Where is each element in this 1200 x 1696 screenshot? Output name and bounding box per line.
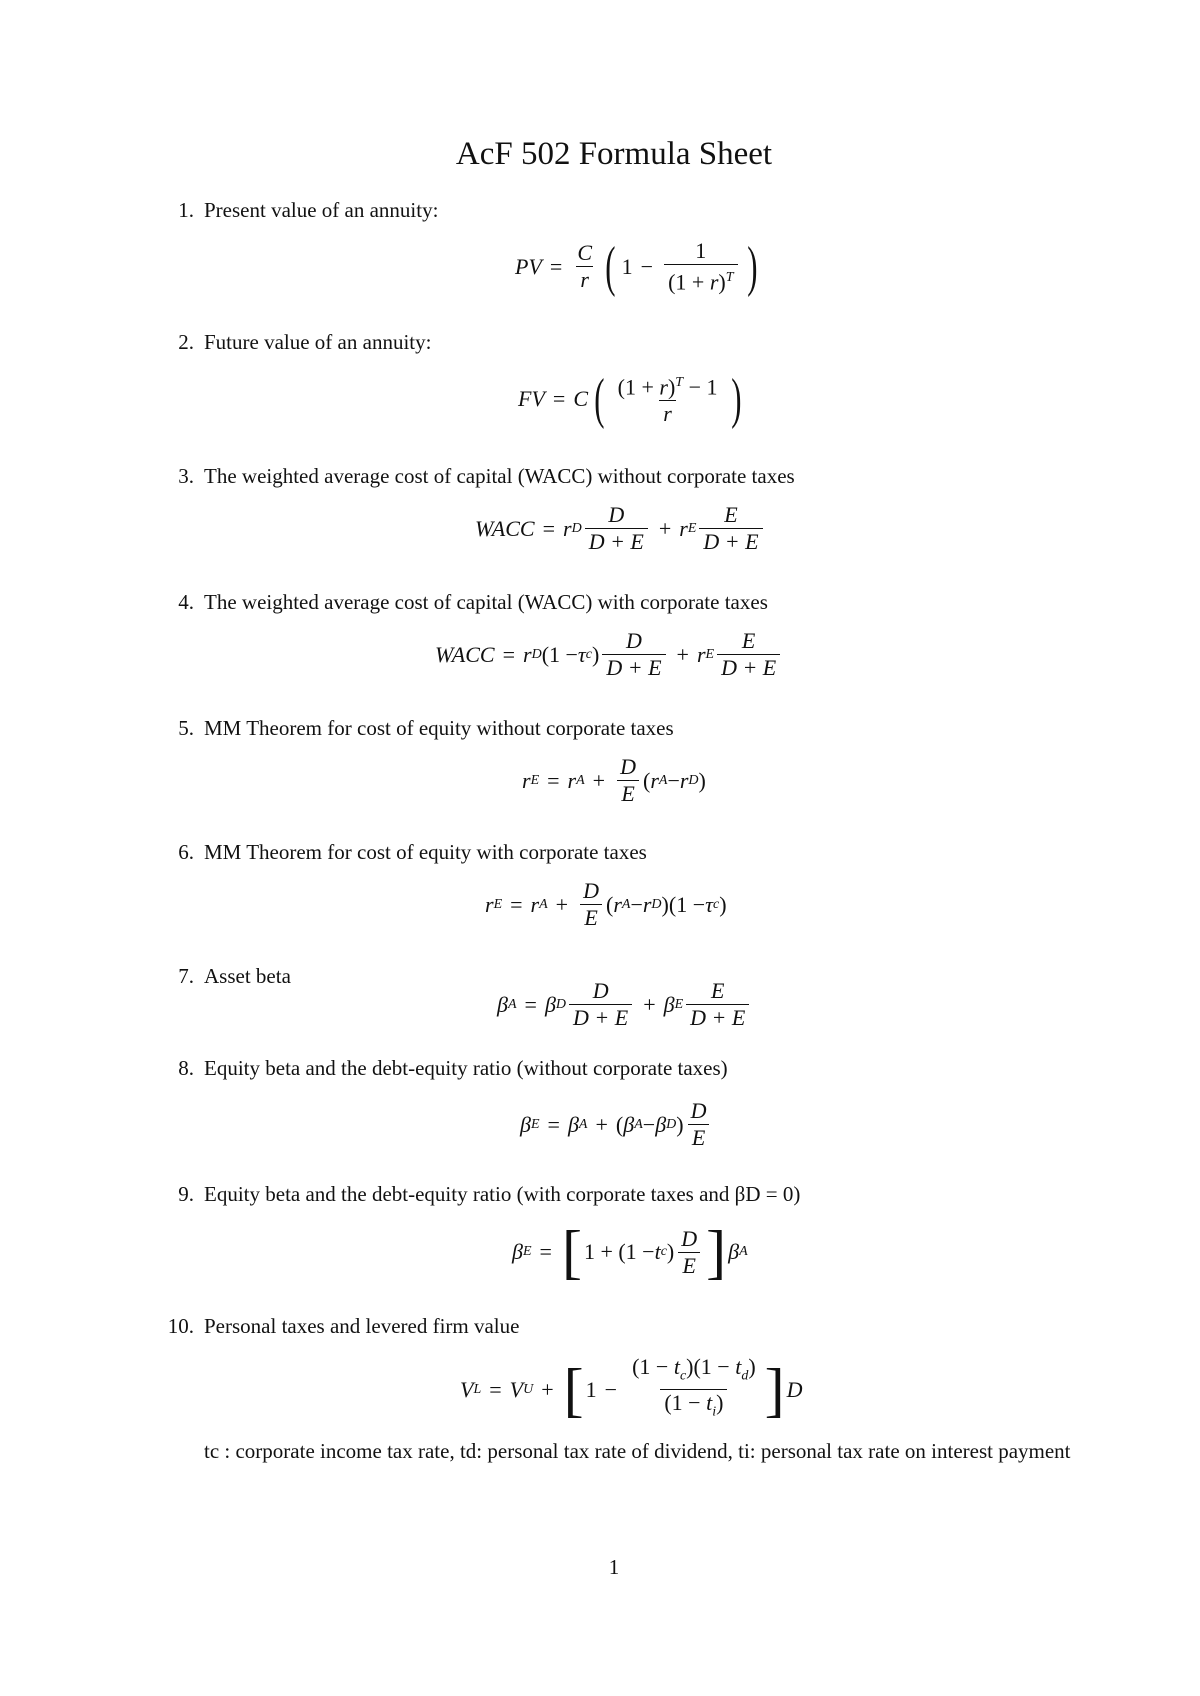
item-number: 2. [178, 330, 194, 354]
item-number: 3. [178, 464, 194, 488]
item-label: MM Theorem for cost of equity without corporate taxes [204, 716, 674, 740]
item-number: 10. [167, 1314, 194, 1338]
item-number: 8. [178, 1056, 194, 1080]
document-page: AcF 502 Formula Sheet 1. Present value of an annuity: PV = $\frac{C}{r}$ ( 1 − $\frac{1}{(1 + r)^T}$ ) 2. Future value of an annuity: FV = C ( $\frac{(1 + r)^T - 1}{r}$ ) 3. The weighted average cost of capital (WACC) without corporate taxes WACC = r D $\frac{D}{D + E}$ + r E $\frac{E}{D + E}$ 4. The weighted average cost of capital (WACC) with corporate taxes WACC = r D (1 − τ c ) $\frac{D}{D + E}$ + r E $\frac{E}{D + E}$ 5. MM Theorem for cost of equity without corporate taxes r E = r A + $\frac{D}{E}$ ( r A − r D ) 6. MM Theorem for cost of equity with corporate taxes r E = r A + $\frac{D}{E}$ ( r A − r D )(1 − τ c ) 7. Asset beta β A = β D $\frac{D}{D + E}$ + β E $\frac{E}{D + E}$ 8. Equity beta and the debt-equity ratio (without corporate taxes) β E = β A + ( β A − β D ) $\frac{D}{E}$ 9. Equity beta and the debt-equity ratio (with corporate taxes and βD = 0) β E = [ 1 + (1 − t c ) $\frac{D}{E}$ ] β A 10. Personal taxes and levered firm value V L = V U + [ 1 − $\frac{(1 - t_c)(1 - t_d)}{(1 - t_i)}$ ] D tc : corporate income tax rate, td: personal tax rate of dividend, ti: personal tax rate on interest payment 1 [0, 0, 1200, 1696]
item-number: 1. [178, 198, 194, 222]
item-label: The weighted average cost of capital (WACC) with corporate taxes [204, 590, 768, 614]
item-label: Future value of an annuity: [204, 330, 432, 354]
item-number: 6. [178, 840, 194, 864]
item-number: 9. [178, 1182, 194, 1206]
item-label: Asset beta [204, 964, 291, 988]
item-label: MM Theorem for cost of equity with corporate taxes [204, 840, 647, 864]
page-title: AcF 502 Formula Sheet [455, 136, 773, 172]
item-label: Personal taxes and levered firm value [204, 1314, 520, 1338]
item-number: 7. [178, 964, 194, 988]
item-number: 5. [178, 716, 194, 740]
page-number: 1 [608, 1555, 620, 1579]
item-label: Equity beta and the debt-equity ratio (without corporate taxes) [204, 1056, 728, 1080]
tax-rate-note: tc : corporate income tax rate, td: personal tax rate of dividend, ti: personal tax rate on interest payment [204, 1439, 1071, 1463]
item-label: The weighted average cost of capital (WACC) without corporate taxes [204, 464, 795, 488]
item-label: Equity beta and the debt-equity ratio (with corporate taxes and βD = 0) [204, 1182, 801, 1206]
item-number: 4. [178, 590, 194, 614]
item-label: Present value of an annuity: [204, 198, 439, 222]
